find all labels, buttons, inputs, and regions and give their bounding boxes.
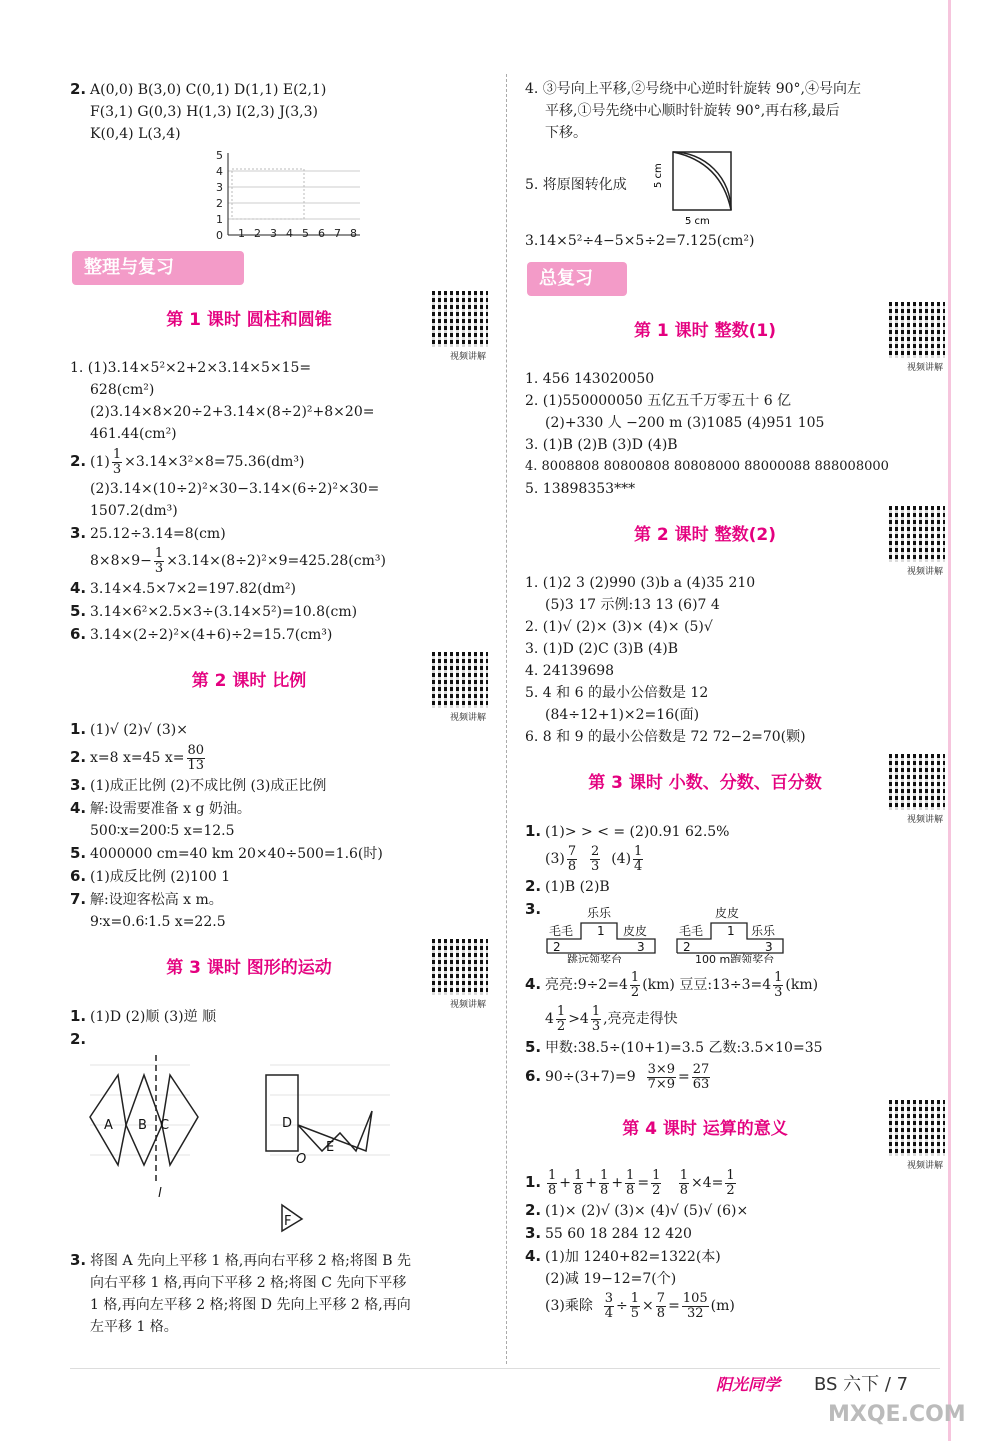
dimension-label: 5 cm	[653, 163, 664, 188]
answer-line: (3) $\frac{7}{8}$ $\frac{2}{3}$ (4) $\frac{1}{4}$	[545, 843, 643, 874]
answer-q2: 2. (1)× (2)√ (3)× (4)√ (5)√ (6)×	[525, 1201, 749, 1219]
answer-line: 3. (1)D (2)C (3)B (4)B	[525, 641, 678, 657]
motion-figure	[70, 1055, 488, 1245]
x-tick: 2	[254, 227, 261, 240]
answer-q2: 2. (1)B (2)B	[525, 877, 610, 895]
answer-line: 461.44(cm²)	[90, 426, 177, 442]
footer-rule	[70, 1368, 940, 1369]
answer-line: 5. 13898353***	[525, 481, 636, 497]
podium-caption: 跳远领奖台	[567, 953, 622, 963]
podium-label: 毛毛	[679, 924, 704, 938]
x-tick: 8	[350, 227, 357, 240]
answer-q2: 2. A(0,0) B(3,0) C(0,1) D(1,1) E(2,1)	[70, 80, 327, 98]
answer-line: 4. ③号向上平移,②号绕中心逆时针旋转 90°,④号向左	[525, 81, 861, 97]
podium-label: 1	[597, 924, 605, 938]
answer-line: 1507.2(dm³)	[90, 503, 178, 519]
fraction: $\frac{1}{3}$	[112, 446, 122, 477]
lesson-header	[525, 754, 945, 825]
lesson-title: 第 1 课时 圆柱和圆锥	[166, 310, 332, 330]
y-tick: 4	[216, 165, 223, 178]
qr-code-icon[interactable]	[432, 291, 488, 347]
answer-line: 3.14×5²÷4−5×5÷2=7.125(cm²)	[525, 233, 755, 249]
qr-label: 视频讲解	[449, 1000, 486, 1010]
qr-code-icon[interactable]	[889, 1100, 945, 1156]
answer-line: 8×8×9− $\frac{1}{3}$ ×3.14×(8÷2)²×9=425.28(cm³)	[90, 545, 386, 576]
shape-label: A	[104, 1118, 113, 1133]
section-header	[525, 262, 945, 296]
x-tick: 5	[302, 227, 309, 240]
section-header	[70, 251, 488, 285]
answer-line: 9∶x=0.6∶1.5 x=22.5	[90, 914, 226, 930]
answer-line: 4. 24139698	[525, 663, 615, 679]
answer-line: 628(cm²)	[90, 382, 155, 398]
answer-line: 1. (1)3.14×5²×2+2×3.14×5×15=	[70, 360, 312, 376]
lesson-header	[525, 1100, 945, 1171]
answer-line: 左平移 1 格。	[90, 1319, 178, 1335]
answer-q5: 5. 甲数:38.5÷(10+1)=3.5 乙数:3.5×10=35	[525, 1038, 823, 1056]
answer-line: 3. (1)B (2)B (3)D (4)B	[525, 437, 678, 453]
lesson-header	[70, 291, 488, 362]
y-tick: 1	[216, 213, 223, 226]
podium-label: 乐乐	[587, 906, 612, 920]
answer-q1: 1. (1)√ (2)√ (3)×	[70, 720, 188, 738]
qr-label: 视频讲解	[449, 713, 486, 723]
qr-code-icon[interactable]	[432, 652, 488, 708]
answer-q1: 1. $\frac{1}{8}$ + $\frac{1}{8}$ + $\frac{1}{8}$ + $\frac{1}{8}$ = $\frac{1}{2}$ $\frac{1}{8}$ ×4= $\frac{1}{2}$	[525, 1167, 735, 1198]
lesson-title: 第 1 课时 整数(1)	[634, 321, 776, 341]
qr-label: 视频讲解	[906, 363, 943, 373]
answer-line: (2)+330 人 −200 m (3)1085 (4)951 105	[545, 415, 825, 431]
answer-q3: 3.	[525, 900, 542, 918]
semicircle-figure	[525, 148, 945, 226]
shape-label: O	[296, 1152, 307, 1167]
section-title: 整理与复习	[72, 251, 244, 285]
answer-q2: 2. (1) $\frac{1}{3}$ ×3.14×3²×8=75.36(dm³)	[70, 446, 305, 477]
answer-q3: 3. 将图 A 先向上平移 1 格,再向右平移 2 格;将图 B 先	[70, 1251, 411, 1269]
podium-label: 皮皮	[623, 924, 648, 938]
answer-q1: 1. (1)> > < = (2)0.91 62.5%	[525, 822, 730, 840]
podium-label: 毛毛	[549, 924, 574, 938]
answer-line: 4 $\frac{1}{2}$ >4 $\frac{1}{3}$ ,亮亮走得快	[545, 1003, 678, 1034]
lesson-title: 第 3 课时 小数、分数、百分数	[588, 773, 822, 793]
answer-q4: 4. 3.14×4.5×7×2=197.82(dm²)	[70, 579, 296, 597]
podium-caption: 100 m跑领奖台	[695, 953, 775, 963]
answer-q2: 2.	[70, 1030, 87, 1048]
answer-line: 向右平移 1 格,再向下平移 2 格;将图 C 先向下平移	[90, 1275, 407, 1291]
lesson-header	[70, 652, 488, 723]
answer-line: (2)3.14×8×20÷2+3.14×(8÷2)²+8×20=	[90, 404, 375, 420]
podium-label: 3	[637, 940, 645, 954]
coord-line: F(3,1) G(0,3) H(1,3) I(2,3) J(3,3)	[90, 104, 318, 120]
podium-label: 2	[553, 940, 561, 954]
lesson-title: 第 2 课时 比例	[191, 671, 307, 691]
coord-line: K(0,4) L(3,4)	[90, 126, 181, 142]
answer-line: (3)乘除 $\frac{3}{4}$ ÷ $\frac{1}{5}$ × $\frac{7}{8}$ = $\frac{105}{32}$ (m)	[545, 1290, 735, 1321]
answer-line: 1. 456 143020050	[525, 371, 655, 387]
coordinate-grid	[70, 149, 488, 241]
x-tick: 7	[334, 227, 341, 240]
answer-line: 5. 4 和 6 的最小公倍数是 12	[525, 685, 709, 701]
answer-line: 2. (1)√ (2)× (3)× (4)× (5)√	[525, 619, 713, 635]
qr-label: 视频讲解	[906, 815, 943, 825]
answer-q6: 6. (1)成反比例 (2)100 1	[70, 867, 231, 885]
y-tick: 0	[216, 229, 223, 241]
answer-q4: 4. (1)加 1240+82=1322(本)	[525, 1247, 721, 1265]
coord-line: A(0,0) B(3,0) C(0,1) D(1,1) E(2,1)	[90, 82, 327, 98]
shape-label: C	[160, 1118, 170, 1133]
answer-q4: 4. 解:设需要准备 x g 奶油。	[70, 799, 251, 817]
qr-label: 视频讲解	[449, 352, 486, 362]
qr-code-icon[interactable]	[889, 754, 945, 810]
podium-label: 3	[765, 940, 773, 954]
answer-line: (2)减 19−12=7(个)	[545, 1271, 677, 1287]
y-tick: 5	[216, 149, 223, 162]
left-column	[70, 78, 488, 1338]
answer-q5: 5. 4000000 cm=40 km 20×40÷500=1.6(时)	[70, 844, 383, 862]
dimension-label: 5 cm	[685, 216, 710, 226]
right-column	[525, 78, 945, 1322]
podium-label: 皮皮	[715, 906, 740, 920]
answer-q6: 6. 3.14×(2÷2)²×(4+6)÷2=15.7(cm³)	[70, 625, 333, 643]
answer-q3: 3. 55 60 18 284 12 420	[525, 1224, 692, 1242]
qr-label: 视频讲解	[906, 1161, 943, 1171]
answer-line: (2)3.14×(10÷2)²×30−3.14×(6÷2)²×30=	[90, 481, 380, 497]
qr-code-icon[interactable]	[889, 302, 945, 358]
answer-q2: 2. x=8 x=45 x= $\frac{80}{13}$	[70, 742, 205, 773]
answer-line: 1. (1)2 3 (2)990 (3)b a (4)35 210	[525, 575, 756, 591]
lesson-header	[525, 506, 945, 577]
answer-line: 6. 8 和 9 的最小公倍数是 72 72−2=70(颗)	[525, 729, 806, 745]
answer-q4: 4. 亮亮:9÷2=4 $\frac{1}{2}$ (km) 豆豆:13÷3=4 $\frac{1}{3}$ (km)	[525, 969, 819, 1000]
lesson-header	[70, 939, 488, 1010]
column-divider	[506, 74, 507, 1364]
answer-q6: 6. 90÷(3+7)=9 $\frac{3\times 9}{7\times 9}$ = $\frac{27}{63}$	[525, 1061, 710, 1092]
answer-line: (84÷12+1)×2=16(面)	[545, 707, 700, 723]
podium-label: 1	[727, 924, 735, 938]
shape-label: D	[282, 1116, 293, 1131]
page-number: BS 六下 / 7	[814, 1374, 909, 1395]
y-tick: 2	[216, 197, 223, 210]
answer-q7: 7. 解:设迎客松高 x m。	[70, 890, 223, 908]
podium-figure	[525, 903, 945, 963]
lesson-title: 第 4 课时 运算的意义	[622, 1119, 788, 1139]
y-tick: 3	[216, 181, 223, 194]
shape-label: l	[158, 1186, 162, 1201]
shape-label: E	[326, 1140, 335, 1155]
answer-q3: 3. 25.12÷3.14=8(cm)	[70, 524, 226, 542]
answer-line: (5)3 17 示例:13 13 (6)7 4	[545, 597, 720, 613]
shape-label: B	[138, 1118, 147, 1133]
x-tick: 6	[318, 227, 325, 240]
x-tick: 1	[238, 227, 245, 240]
section-title: 总复习	[527, 262, 627, 296]
answer-line: 下移。	[545, 125, 587, 141]
lesson-title: 第 3 课时 图形的运动	[166, 958, 332, 978]
answer-line: 5. 将原图转化成	[525, 177, 627, 193]
answer-line: 1 格,再向左平移 2 格;将图 D 先向上平移 2 格,再向	[90, 1297, 411, 1313]
shape-label: F	[284, 1214, 292, 1229]
answer-q3: 3. (1)成正比例 (2)不成比例 (3)成正比例	[70, 776, 327, 794]
lesson-header	[525, 302, 945, 373]
qr-label: 视频讲解	[906, 567, 943, 577]
qr-code-icon[interactable]	[889, 506, 945, 562]
podium-label: 乐乐	[751, 924, 776, 938]
edge-bar	[948, 0, 951, 1441]
answer-line: 2. (1)550000050 五亿五千万零五十 6 亿	[525, 393, 792, 409]
answer-q1: 1. (1)D (2)顺 (3)逆 顺	[70, 1007, 217, 1025]
answer-line: 平移,①号先绕中心顺时针旋转 90°,再右移,最后	[545, 103, 840, 119]
x-tick: 4	[286, 227, 293, 240]
watermark: MXQE.COM	[828, 1402, 966, 1427]
brand-logo: 阳光同学	[716, 1375, 781, 1394]
qr-code-icon[interactable]	[432, 939, 488, 995]
answer-q5: 5. 3.14×6²×2.5×3÷(3.14×5²)=10.8(cm)	[70, 602, 358, 620]
answer-line: 500∶x=200∶5 x=12.5	[90, 823, 235, 839]
podium-label: 2	[683, 940, 691, 954]
lesson-title: 第 2 课时 整数(2)	[634, 525, 776, 545]
x-tick: 3	[270, 227, 277, 240]
answer-line: 4. 8008808 80800808 80808000 88000088 888008000	[525, 459, 889, 474]
